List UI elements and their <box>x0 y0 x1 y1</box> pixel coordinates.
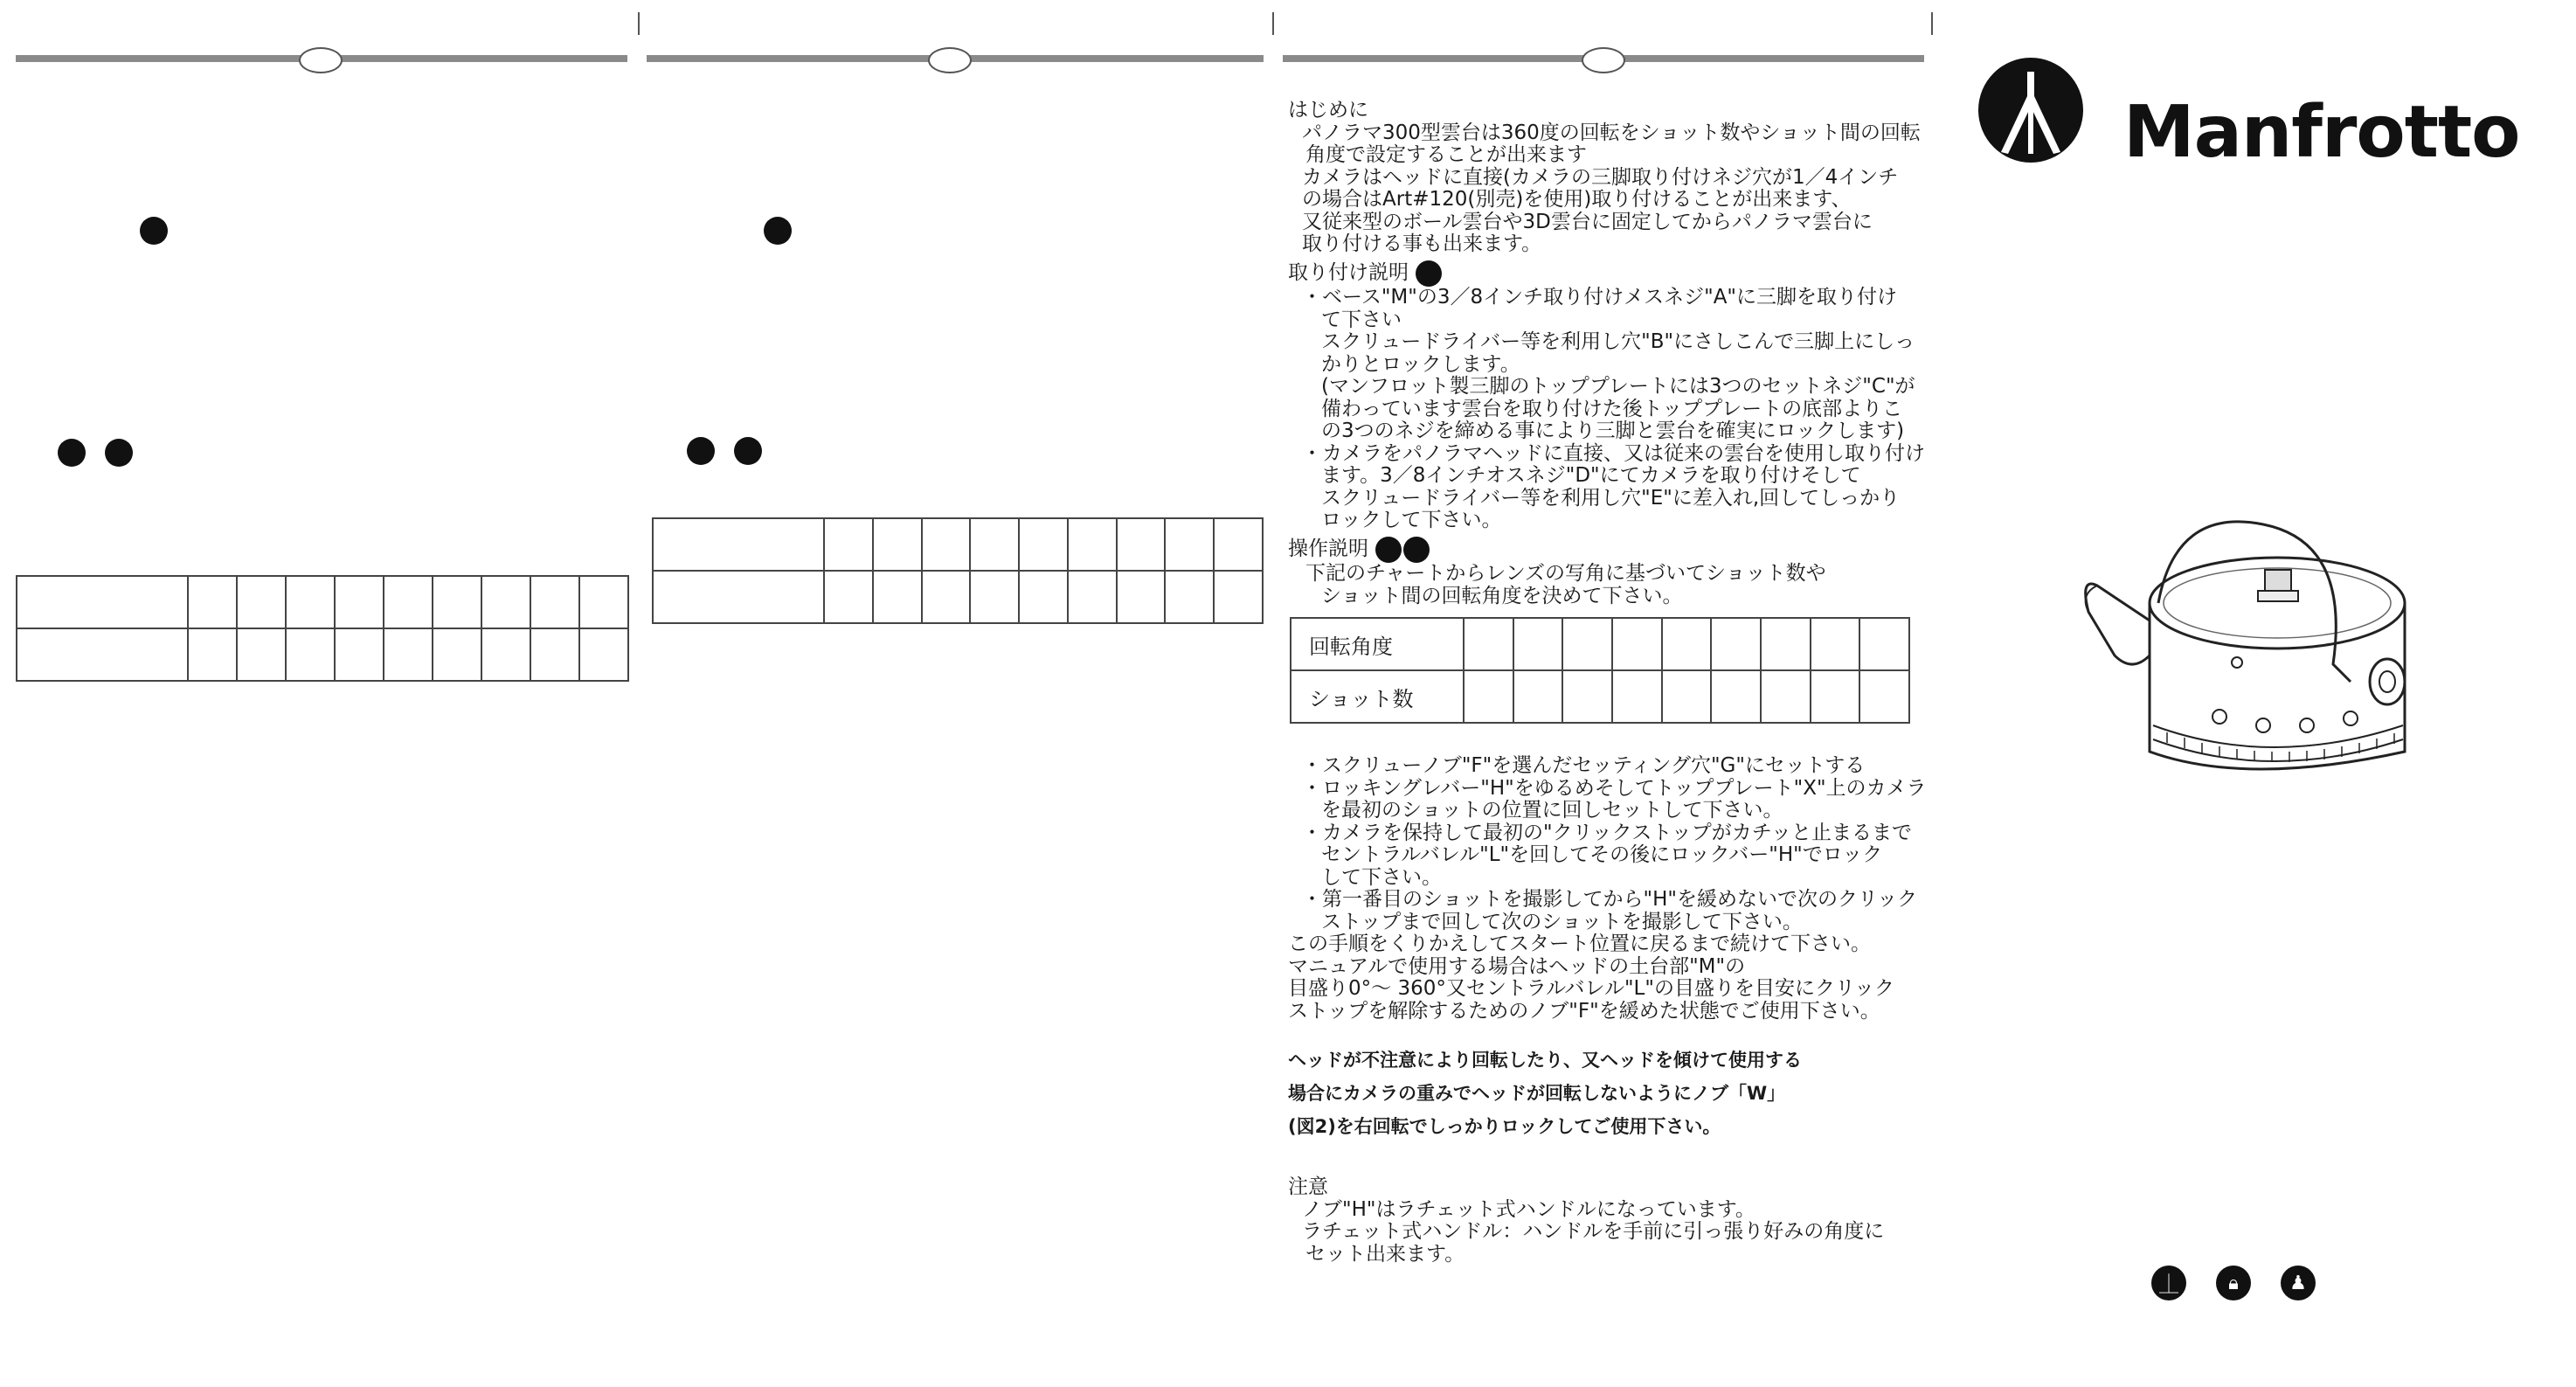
tripod-logo-icon <box>1977 56 2085 164</box>
mount-line: ・ベース"M"の3／8インチ取り付けメスネジ"A"に三脚を取り付け <box>1302 286 1898 309</box>
step-line: ・スクリューノブ"F"を選んだセッティング穴"G"にセットする <box>1302 754 1866 777</box>
mount-line: 備わっています雲台を取り付けた後トッププレートの底部よりこ <box>1321 397 1903 420</box>
intro-line: パノラマ300型雲台は360度の回転をショット数やショット間の回転 <box>1302 121 1921 144</box>
figure-dot-ref-1 <box>1416 260 1442 287</box>
op-heading: 操作説明 <box>1288 537 1368 561</box>
fold-mark-2 <box>1272 12 1274 35</box>
step-line: して下さい。 <box>1321 865 1442 889</box>
bold-note-line: 場合にカメラの重みでヘッドが回転しないようにノブ「W」 <box>1288 1083 1786 1104</box>
tripod-icon: ⏊ <box>2151 1266 2186 1300</box>
bold-note-line: (図2)を右回転でしっかりロックしてご使用下さい。 <box>1288 1116 1721 1137</box>
brand-wordmark: Manfrotto <box>2123 91 2520 174</box>
after-step-line: この手順をくりかえしてスタート位置に戻るまで続けて下さい。 <box>1288 933 1871 955</box>
fold-mark-1 <box>638 12 640 35</box>
step-line: を最初のショットの位置に回しセットして下さい。 <box>1321 799 1783 822</box>
header-oval-middle <box>928 47 972 73</box>
bold-note-line: ヘッドが不注意により回転したり、又ヘッドを傾けて使用する <box>1288 1050 1802 1071</box>
after-step-line: マニュアルで使用する場合はヘッドの土台部"M"の <box>1288 954 1746 978</box>
intro-line: 又従来型のボール雲台や3D雲台に固定してからパノラマ雲台に <box>1302 210 1873 233</box>
figure-dot-2a-mid <box>687 437 715 465</box>
op-heading-row <box>1288 537 1917 563</box>
step-line: セントラルバレル"L"を回してその後にロックバー"H"でロック <box>1321 843 1883 866</box>
after-step-line: 目盛り0°～ 360°又セントラルバレル"L"の目盛りを目安にクリック <box>1288 977 1895 1000</box>
step-line: ・ロッキングレバー"H"をゆるめそしてトッププレート"X"上のカメラ <box>1302 776 1927 800</box>
jp-mount-block <box>1288 260 1925 532</box>
mount-line: スクリュードライバー等を利用し穴"E"に差入れ,回してしっかり <box>1321 486 1901 510</box>
caution-line: ラチェット式ハンドル：ハンドルを手前に引っ張り好みの角度に <box>1302 1220 1885 1243</box>
fold-mark-3 <box>1931 12 1933 35</box>
intro-line: 角度で設定することが出来ます <box>1305 143 1587 166</box>
op-line: 下記のチャートからレンズの写角に基づいてショット数や <box>1305 562 1826 585</box>
figure-dot-ref-2b <box>1403 537 1430 563</box>
jp-steps-block <box>1288 754 1927 1023</box>
op-line: ショット間の回転角度を決めて下さい。 <box>1321 584 1683 607</box>
mount-line: かりとロックします。 <box>1321 352 1520 376</box>
mount-line: の3つのネジを締める事により三脚と雲台を確実にロックします) <box>1321 420 1905 442</box>
header-oval-left <box>299 47 343 73</box>
caution-line: ノブ"H"はラチェット式ハンドルになっています。 <box>1302 1197 1755 1221</box>
shot-chart-left <box>16 575 629 682</box>
lock-icon: 🔒︎ <box>2216 1266 2251 1300</box>
header-oval-right <box>1582 47 1625 73</box>
shot-chart-jp <box>1290 617 1910 724</box>
figure-dot-ref-2 <box>1375 537 1430 563</box>
mount-line: (マンフロット製三脚のトッププレートには3つのセットネジ"C"が <box>1321 375 1915 398</box>
brand-logo <box>1977 56 2553 178</box>
mount-heading: 取り付け説明 <box>1288 261 1409 285</box>
mount-line: ます。3／8インチオスネジ"D"にてカメラを取り付けそして <box>1321 464 1861 487</box>
jp-bold-notes <box>1288 1044 1917 1143</box>
jp-caution-block <box>1288 1176 1917 1266</box>
step-line: ・カメラを保持して最初の"クリックストップがカチッと止まるまで <box>1302 821 1913 844</box>
figure-icon: ♟ <box>2281 1266 2316 1300</box>
figure-dot-2b-mid <box>734 437 762 465</box>
intro-heading: はじめに <box>1288 99 1368 121</box>
step-line: ・第一番目のショットを撮影してから"H"を緩めないで次のクリック <box>1302 888 1918 911</box>
intro-line: の場合はArt#120(別売)を使用)取り付けることが出来ます、 <box>1302 188 1852 211</box>
caution-heading: 注意 <box>1288 1175 1328 1198</box>
caution-line: セット出来ます。 <box>1305 1242 1465 1266</box>
after-step-line: ストップを解除するためのノブ"F"を緩めた状態でご使用下さい。 <box>1288 999 1880 1023</box>
jp-intro-block <box>1288 99 1921 256</box>
step-line: ストップまで回して次のショットを撮影して下さい。 <box>1321 910 1803 933</box>
figure-dot-1-mid <box>764 217 792 245</box>
figure-dot-1 <box>140 217 168 245</box>
mount-heading-row <box>1288 260 1917 287</box>
figure-dot-2b <box>105 439 133 467</box>
intro-line: 取り付ける事も出来ます。 <box>1302 232 1542 255</box>
row-label-rotation: 回転角度 <box>1291 618 1464 670</box>
jp-operation-block <box>1288 537 1917 607</box>
mount-line: て下さい <box>1321 308 1402 331</box>
intro-line: カメラはヘッドに直接(カメラの三脚取り付けネジ穴が1／4インチ <box>1302 165 1899 189</box>
figure-dot-ref-2a <box>1375 537 1402 563</box>
mount-line: ・カメラをパノラマヘッドに直接、又は従来の雲台を使用し取り付け <box>1302 441 1925 465</box>
panorama-head-illustration <box>2062 507 2429 804</box>
row-label-shots: ショット数 <box>1291 670 1464 723</box>
mount-line: スクリュードライバー等を利用し穴"B"にさしこんで三脚上にしっ <box>1321 330 1915 353</box>
figure-dot-2a <box>58 439 86 467</box>
shot-chart-middle <box>652 517 1264 624</box>
mount-line: ロックして下さい。 <box>1321 509 1502 531</box>
